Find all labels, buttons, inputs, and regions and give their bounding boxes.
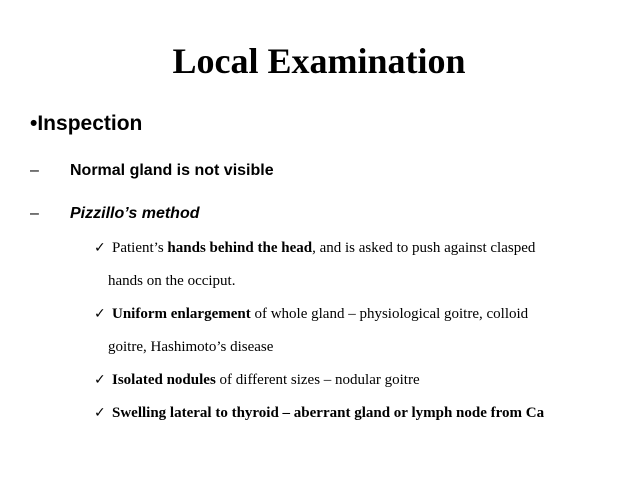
item-text-bold: Swelling lateral to thyroid – aberrant gland or lymph node from Ca (112, 405, 545, 421)
item-text-continuation: goitre, Hashimoto’s disease (108, 339, 274, 355)
item-text-post: , and is asked to push against clasped (312, 240, 536, 256)
dash-bullet-icon: – (30, 162, 39, 179)
check-item-hands-behind-head (94, 232, 614, 298)
check-mark-icon: ✓ (94, 372, 106, 388)
item-text-bold: Uniform enlargement (112, 306, 251, 322)
check-item-isolated-nodules (94, 364, 614, 397)
item-text-post: of different sizes – nodular goitre (215, 372, 420, 388)
item-text-post: of whole gland – physiological goitre, colloid (250, 306, 529, 322)
check-item-lateral-swelling (94, 397, 614, 430)
item-text-bold: hands behind the head (167, 240, 313, 256)
bullet-text: Pizzillo’s method (70, 205, 200, 222)
bullet-text: Normal gland is not visible (70, 162, 274, 179)
dash-bullet-icon: – (30, 205, 39, 222)
check-mark-icon: ✓ (94, 306, 106, 322)
bullet-normal-gland (30, 160, 274, 182)
item-text-pre: Patient’s (112, 240, 168, 256)
check-item-uniform-enlargement (94, 298, 614, 364)
item-text-continuation: hands on the occiput. (108, 273, 236, 289)
check-mark-icon: ✓ (94, 405, 106, 421)
bullet-pizzillo-method (30, 203, 200, 225)
item-text-bold: Isolated nodules (112, 372, 216, 388)
check-mark-icon: ✓ (94, 240, 106, 256)
slide-title: Local Examination (172, 41, 466, 81)
heading-inspection: •Inspection (30, 112, 143, 135)
